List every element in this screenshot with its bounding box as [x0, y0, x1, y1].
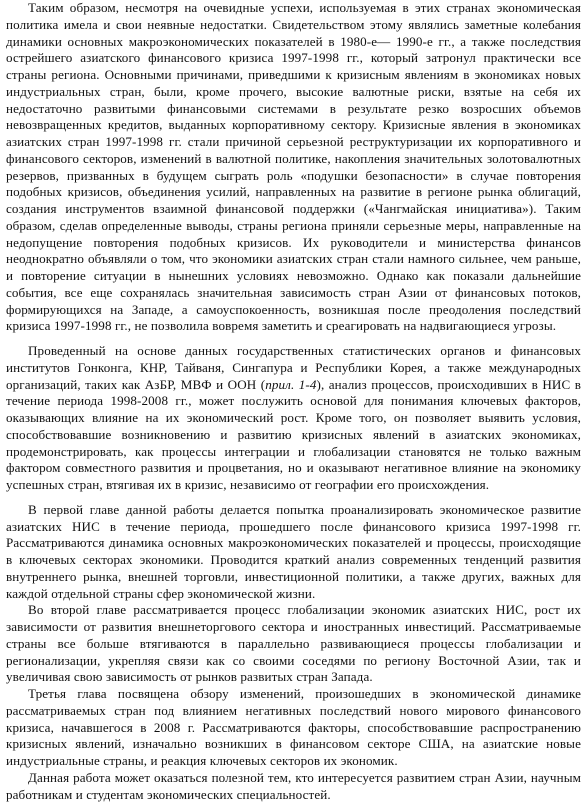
paragraph-audience: Данная работа может оказаться полезной тем, кто интересуется развитием стран Азии, научным работникам и студентам экономических специальностей.	[6, 769, 581, 802]
paragraph-crisis-background: Таким образом, несмотря на очевидные успехи, используемая в этих странах экономическая политика имела и свои неявные недостатки. Свидетельством этому являлись заметные колебания динамики основных макроэкономических показателей в 1980-е— 1990-е гг., а также последствия острейшего азиатского финансового кризиса 1997-1998 гг., который затронул практически все страны региона. Основными причинами, приведшими к кризисным явлениям в экономиках новых индустриальных стран, были, кроме прочего, высокие валютные риски, взятые на себя их недостаточно развитыми финансовыми системами в результате резко возросших объемов невозвращенных кредитов, выданных корпоративному сектору. Кризисные явления в экономиках азиатских стран 1997-1998 гг. стали причиной серьезной реструктуризации их корпоративного и финансового секторов, изменений в валютной политике, накопления значительных золотовалютных резервов, призванных в будущем сыграть роль «подушки безопасности» в случае повторения подобных кризисов, объединения усилий, направленных на развитие в регионе рынка облигаций, создания инструментов взаимной финансовой поддержки («Чангмайская инициатива»). Таким образом, сделав определенные выводы, страны региона приняли серьезные меры, направленные на недопущение повторения подобных кризисов. Их руководители и министерства финансов неоднократно объявляли о том, что экономики азиатских стран стали намного сильнее, чем раньше, и повторение ситуации в нынешних условиях невозможно. Однако как показали дальнейшие события, все еще сохранялась значительная зависимость стран Азии от финансовых потоков, формирующихся на Западе, а самоуспокоенность, возникшая после преодоления последствий кризиса 1997-1998 гг., не позволила вовремя заметить и среагировать на надвигающиеся угрозы.	[6, 0, 581, 334]
paragraph-chapter-three: Третья глава посвящена обзору изменений, произошедших в экономической динамике рассматриваемых стран под влиянием негативных последствий нового мирового финансового кризиса, начавшегося в 2008 г. Рассматриваются факторы, способствовавшие распространению кризисных явлений, изначально возникших в финансовом секторе США, на азиатские новые индустриальные страны, и реакция ключевых секторов их экономик.	[6, 686, 581, 768]
paragraph-analysis-before: Проведенный на основе данных государственных статистических органов и финансовых институтов Гонконга, КНР, Тайваня, Сингапура и Республики Корея, а также международных организаций, таких как АзБР, МВФ и ООН (	[6, 343, 581, 392]
paragraph-analysis-sources	[6, 343, 581, 494]
paragraph-chapter-one: В первой главе данной работы делается попытка проанализировать экономическое развитие азиатских НИС в течение периода, прошедшего после финансового кризиса 1997-1998 гг. Рассматриваются динамика основных макроэкономических показателей и процессы, происходящие в ключевых секторах экономики. Проводится краткий анализ современных тенденций развития внутреннего рынка, внешней торговли, инвестиционной политики, а также других, важных для каждой отдельной страны сфер экономической жизни.	[6, 501, 581, 601]
paragraph-chapter-two: Во второй главе рассматривается процесс глобализации экономик азиатских НИС, рост их зависимости от развития внешнеторгового сектора и иностранных инвестиций. Рассматриваемые страны все больше втягиваются в параллельно развивающиеся процессы глобализации и регионализации, укрепляя связи как со своими соседями по региону Восточной Азии, так и увеличивая свою зависимость от рынков развитых стран Запада.	[6, 602, 581, 685]
appendix-reference: прил. 1-4	[265, 376, 317, 392]
paragraph-analysis-after: ), анализ процессов, происходивших в НИС в течение периода 1998-2008 гг., может послужить основой для понимания ключевых факторов, оказывающих влияние на их экономический рост. Кроме того, он позволяет выявить условия, способствовавшие возникновению и развитию кризисных явлений в азиатских экономиках, продемонстрировать, как процессы интеграции и глобализации становятся не только важным фактором совместного развития и процветания, но и оказывают негативное влияние на экономику успешных стран, втягивая их в кризис, независимо от географии его происхождения.	[6, 376, 581, 492]
